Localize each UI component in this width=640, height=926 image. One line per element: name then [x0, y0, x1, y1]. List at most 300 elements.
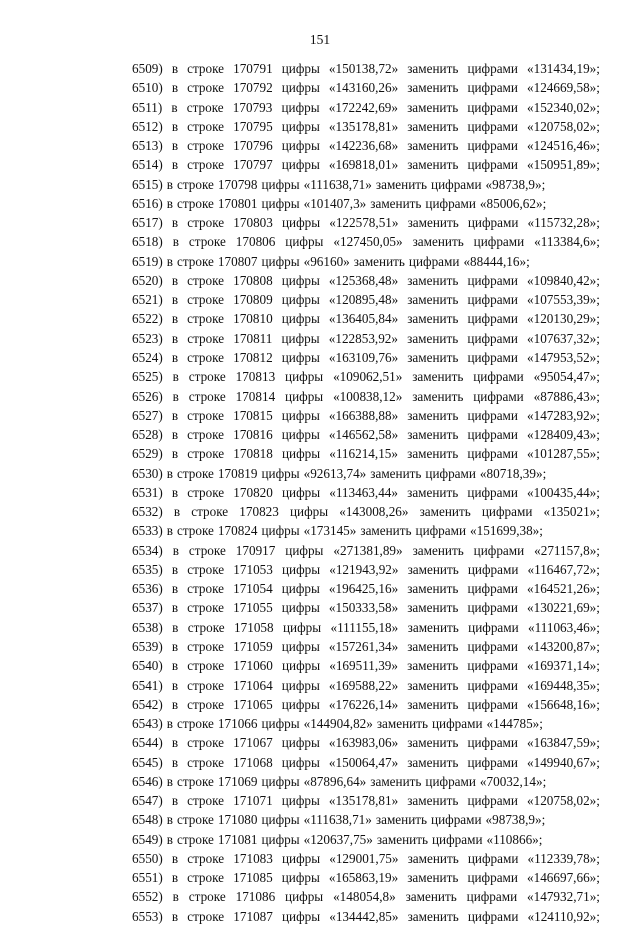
line-word: «166388,88»: [328, 407, 399, 423]
line-word: «143160,26»: [328, 80, 399, 96]
line-word: 171060: [233, 658, 273, 674]
line-word: цифры: [281, 427, 320, 443]
line-word: цифры: [281, 561, 321, 577]
line-word: строке: [188, 889, 226, 905]
line-word: «169818,01»: [328, 157, 399, 173]
line-word: «271381,89»: [333, 542, 403, 558]
line-word: строке: [187, 638, 225, 654]
line-word: строке: [187, 754, 225, 770]
line-word: строке: [187, 735, 225, 751]
line-word: «165863,19»: [328, 870, 399, 886]
item-number: 6550): [132, 850, 163, 866]
line-word: в: [172, 619, 179, 635]
line-word: строке: [188, 369, 226, 385]
line-word: «150333,58»: [328, 600, 399, 616]
line-word: в: [171, 311, 179, 327]
line-word: «122853,92»: [328, 330, 398, 346]
line-word: 171066: [217, 716, 258, 732]
line-word: цифрами: [467, 754, 518, 770]
line-word: «113384,6»;: [534, 234, 600, 250]
line-word: «101407,3»: [303, 195, 367, 211]
line-word: «130221,69»;: [527, 600, 600, 616]
line-word: «156648,16»;: [527, 696, 600, 712]
line-word: цифрами: [431, 176, 482, 192]
line-word: в: [171, 793, 179, 809]
line-word: 171053: [233, 561, 273, 577]
item-number: 6538): [132, 619, 163, 635]
line-word: 171065: [233, 696, 273, 712]
line-word: «85006,62»;: [479, 195, 547, 211]
line-word: «163983,06»: [328, 735, 399, 751]
line-word: цифры: [281, 754, 320, 770]
line-word: цифрами: [467, 349, 518, 365]
item-number: 6522): [132, 311, 163, 327]
line-word: 170807: [217, 253, 258, 269]
line-word: в: [171, 427, 179, 443]
line-word: заменить: [407, 600, 459, 616]
line-word: «127450,05»: [333, 234, 403, 250]
line-word: цифры: [281, 80, 320, 96]
line-word: в: [172, 388, 179, 404]
line-word: заменить: [405, 889, 457, 905]
line-word: цифрами: [467, 870, 518, 886]
line-word: заменить: [407, 908, 459, 924]
line-word: «96160»: [303, 253, 350, 269]
line-word: «92613,74»: [303, 465, 367, 481]
line-word: в: [171, 292, 179, 308]
line-word: «135178,81»: [328, 118, 399, 134]
line-word: 170793: [232, 99, 273, 115]
line-word: в: [171, 446, 179, 462]
line-word: цифры: [281, 157, 320, 173]
line-word: в: [166, 195, 174, 211]
line-word: заменить: [407, 118, 459, 134]
amendment-line: [132, 810, 600, 829]
line-word: заменить: [370, 465, 422, 481]
line-word: цифрами: [467, 311, 518, 327]
line-word: 170811: [233, 330, 273, 346]
line-word: цифры: [281, 870, 320, 886]
line-word: «116214,15»: [329, 446, 398, 462]
line-word: заменить: [407, 157, 459, 173]
line-word: «143200,87»;: [527, 638, 600, 654]
line-word: в: [171, 272, 179, 288]
line-word: строке: [188, 542, 226, 558]
line-word: «172242,69»: [328, 99, 398, 115]
line-word: заменить: [419, 504, 471, 520]
line-word: «150064,47»: [328, 754, 399, 770]
line-word: заменить: [407, 870, 459, 886]
line-word: в: [171, 61, 179, 76]
amendment-line: [132, 560, 600, 579]
line-word: «87896,64»: [303, 773, 367, 789]
line-word: заменить: [407, 215, 459, 231]
page-number: 151: [309, 32, 331, 47]
line-word: заменить: [407, 272, 459, 288]
amendment-line: [132, 309, 600, 328]
amendment-line: [132, 907, 600, 926]
line-word: «150951,89»;: [527, 157, 600, 173]
line-word: 171068: [233, 754, 273, 770]
line-word: цифры: [281, 99, 320, 115]
line-word: 171064: [233, 677, 273, 693]
amendment-list: [132, 59, 600, 926]
line-word: «169371,14»;: [527, 658, 600, 674]
line-word: «144904,82»: [303, 716, 373, 732]
line-word: цифрами: [415, 523, 467, 539]
item-number: 6512): [132, 118, 163, 134]
line-word: «120130,29»;: [527, 311, 600, 327]
line-word: строке: [187, 658, 225, 674]
line-word: цифрами: [467, 696, 518, 712]
item-number: 6539): [132, 638, 163, 654]
line-word: в: [172, 542, 179, 558]
line-word: в: [166, 773, 174, 789]
amendment-line: [132, 136, 600, 155]
item-number: 6536): [132, 581, 163, 597]
line-word: цифрами: [473, 542, 525, 558]
line-word: в: [171, 330, 179, 346]
line-word: заменить: [370, 195, 422, 211]
line-word: в: [171, 215, 179, 231]
line-word: «136405,84»: [328, 311, 399, 327]
item-number: 6530): [132, 465, 163, 481]
line-word: цифры: [281, 446, 321, 462]
line-word: «120758,02»;: [527, 793, 600, 809]
line-word: «146697,66»;: [527, 870, 600, 886]
line-word: строке: [187, 446, 225, 462]
line-word: «122578,51»: [329, 215, 399, 231]
line-word: цифры: [281, 793, 320, 809]
line-word: «176226,14»: [328, 696, 399, 712]
line-word: «142236,68»: [328, 138, 399, 154]
line-word: «147283,92»;: [527, 407, 600, 423]
amendment-line: [132, 541, 600, 560]
amendment-line: [132, 637, 600, 656]
line-word: цифрами: [467, 600, 518, 616]
line-word: «109840,42»;: [527, 272, 600, 288]
line-word: 171085: [233, 870, 273, 886]
line-word: 171054: [233, 581, 273, 597]
amendment-line: [132, 348, 600, 367]
line-word: «112339,78»;: [527, 850, 600, 866]
line-word: цифры: [261, 773, 300, 789]
line-word: в: [171, 658, 179, 674]
line-word: «101287,55»;: [527, 446, 600, 462]
amendment-line: [132, 656, 600, 675]
line-word: в: [173, 504, 181, 520]
line-word: в: [171, 484, 179, 500]
line-word: строке: [177, 831, 214, 847]
line-word: цифры: [261, 716, 300, 732]
line-word: цифры: [261, 831, 300, 847]
amendment-line: [132, 175, 600, 194]
amendment-line: [132, 695, 600, 714]
line-word: цифрами: [467, 908, 519, 924]
amendment-line: [132, 772, 600, 791]
line-word: цифрами: [468, 619, 519, 635]
line-word: заменить: [407, 677, 459, 693]
line-word: «147953,52»;: [527, 349, 600, 365]
line-word: в: [171, 581, 179, 597]
item-number: 6526): [132, 388, 163, 404]
line-word: строке: [187, 600, 225, 616]
line-word: 171080: [217, 812, 258, 828]
line-word: строке: [187, 484, 225, 500]
line-word: строке: [187, 157, 225, 173]
line-word: заменить: [407, 407, 459, 423]
amendment-line: [132, 714, 600, 733]
line-word: цифры: [285, 542, 324, 558]
line-word: 170809: [233, 292, 273, 308]
line-word: заменить: [412, 388, 464, 404]
line-word: «95054,47»;: [533, 369, 600, 385]
item-number: 6534): [132, 542, 163, 558]
line-word: в: [171, 99, 178, 115]
line-word: цифры: [281, 484, 321, 500]
line-word: цифры: [261, 176, 300, 192]
line-word: 171086: [235, 889, 276, 905]
line-word: «144785»;: [486, 716, 543, 732]
line-word: в: [166, 253, 174, 269]
line-word: цифры: [261, 523, 300, 539]
line-word: строке: [191, 504, 229, 520]
line-word: строке: [177, 523, 214, 539]
line-word: «124669,58»;: [527, 80, 600, 96]
line-word: цифрами: [467, 138, 518, 154]
line-word: цифрами: [467, 61, 518, 76]
line-word: «135178,81»: [328, 793, 399, 809]
line-word: заменить: [407, 850, 459, 866]
line-word: «152340,02»;: [527, 99, 600, 115]
item-number: 6524): [132, 349, 163, 365]
line-word: цифрами: [467, 272, 518, 288]
line-word: цифры: [281, 908, 321, 924]
line-word: цифрами: [467, 118, 518, 134]
amendment-line: [132, 425, 600, 444]
line-word: в: [172, 369, 179, 385]
line-word: строке: [177, 176, 214, 192]
line-word: «128409,43»;: [527, 427, 600, 443]
line-word: заменить: [375, 812, 428, 828]
line-word: строке: [187, 272, 225, 288]
line-word: цифрами: [467, 292, 518, 308]
amendment-line: [132, 213, 600, 232]
amendment-line: [132, 464, 600, 483]
line-word: цифры: [285, 889, 324, 905]
amendment-line: [132, 98, 600, 117]
line-word: цифры: [281, 330, 320, 346]
line-word: в: [166, 812, 174, 828]
line-word: заменить: [407, 292, 459, 308]
line-word: строке: [187, 311, 225, 327]
line-word: цифрами: [467, 677, 518, 693]
line-word: «169511,39»: [329, 658, 398, 674]
amendment-line: [132, 502, 600, 521]
line-word: строке: [177, 465, 214, 481]
line-word: «134442,85»: [329, 908, 399, 924]
amendment-line: [132, 521, 600, 540]
line-word: в: [171, 850, 179, 866]
item-number: 6511): [132, 99, 163, 115]
line-word: 170824: [217, 523, 258, 539]
line-word: 170823: [239, 504, 279, 520]
line-word: 170812: [233, 349, 273, 365]
line-word: заменить: [370, 773, 422, 789]
line-word: «113463,44»: [329, 484, 398, 500]
line-word: «107553,39»;: [527, 292, 600, 308]
line-word: «111155,18»: [330, 619, 399, 635]
line-word: «124516,46»;: [527, 138, 600, 154]
line-word: в: [166, 465, 174, 481]
line-word: «100435,44»;: [527, 484, 600, 500]
item-number: 6531): [132, 484, 163, 500]
line-word: заменить: [407, 99, 459, 115]
line-word: цифрами: [467, 99, 518, 115]
line-word: в: [171, 735, 179, 751]
line-word: строке: [188, 234, 226, 250]
amendment-line: [132, 329, 600, 348]
item-number: 6549): [132, 831, 163, 847]
line-word: цифры: [285, 388, 324, 404]
line-word: «131434,19»;: [527, 61, 600, 76]
item-number: 6551): [132, 870, 163, 886]
line-word: цифры: [281, 638, 320, 654]
line-word: строке: [177, 253, 214, 269]
line-word: «164521,26»;: [527, 581, 600, 597]
line-word: цифрами: [467, 157, 518, 173]
line-word: 170797: [233, 157, 273, 173]
line-word: в: [171, 638, 179, 654]
line-word: цифрами: [432, 831, 483, 847]
item-number: 6552): [132, 889, 163, 905]
line-word: строке: [187, 619, 225, 635]
item-number: 6529): [132, 446, 163, 462]
line-word: 171071: [233, 793, 273, 809]
line-word: цифрами: [467, 638, 518, 654]
line-word: строке: [187, 61, 225, 76]
amendment-line: [132, 59, 600, 78]
line-word: заменить: [407, 80, 459, 96]
line-word: цифры: [281, 850, 321, 866]
line-word: цифры: [281, 696, 320, 712]
line-word: 171058: [234, 619, 274, 635]
item-number: 6520): [132, 272, 163, 288]
line-word: 170815: [233, 407, 273, 423]
line-word: цифрами: [467, 850, 519, 866]
line-word: цифрами: [467, 561, 519, 577]
item-number: 6528): [132, 427, 163, 443]
line-word: «80718,39»;: [479, 465, 547, 481]
line-word: заменить: [407, 561, 459, 577]
line-word: в: [166, 176, 174, 192]
item-number: 6517): [132, 215, 163, 231]
line-word: «135021»;: [543, 504, 600, 520]
line-word: «173145»: [303, 523, 357, 539]
amendment-line: [132, 676, 600, 695]
line-word: строке: [187, 908, 225, 924]
line-word: цифры: [281, 311, 320, 327]
line-word: 170801: [217, 195, 258, 211]
line-word: «125368,48»: [328, 272, 399, 288]
line-word: строке: [187, 292, 225, 308]
line-word: строке: [187, 118, 225, 134]
amendment-line: [132, 117, 600, 136]
line-word: цифрами: [466, 889, 518, 905]
line-word: заменить: [407, 638, 459, 654]
amendment-line: [132, 733, 600, 752]
line-word: заменить: [407, 427, 459, 443]
item-number: 6547): [132, 793, 163, 809]
line-word: цифры: [281, 61, 320, 76]
line-word: цифры: [261, 195, 300, 211]
line-word: цифрами: [467, 407, 518, 423]
line-word: заменить: [412, 542, 464, 558]
line-word: «163109,76»: [328, 349, 399, 365]
line-word: «115732,28»;: [527, 215, 600, 231]
item-number: 6509): [132, 61, 163, 76]
line-word: «100838,12»: [333, 388, 403, 404]
line-word: «120637,75»: [303, 831, 373, 847]
line-word: цифрами: [467, 484, 518, 500]
line-word: цифрами: [481, 504, 533, 520]
line-word: «110866»;: [486, 831, 543, 847]
line-word: строке: [177, 195, 214, 211]
item-number: 6521): [132, 292, 163, 308]
line-word: «143008,26»: [339, 504, 409, 520]
amendment-line: [132, 868, 600, 887]
line-word: «148054,8»: [333, 889, 396, 905]
amendment-line: [132, 444, 600, 463]
line-word: в: [171, 870, 179, 886]
amendment-line: [132, 618, 600, 637]
line-word: в: [171, 561, 179, 577]
line-word: в: [171, 349, 179, 365]
line-word: цифры: [281, 349, 320, 365]
line-word: строке: [188, 388, 226, 404]
line-word: в: [166, 831, 174, 847]
item-number: 6518): [132, 234, 163, 250]
line-word: цифры: [281, 658, 321, 674]
item-number: 6540): [132, 658, 163, 674]
line-word: строке: [187, 561, 225, 577]
line-word: «107637,32»;: [527, 330, 600, 346]
item-number: 6553): [132, 908, 163, 924]
amendment-line: [132, 387, 600, 406]
line-word: цифры: [281, 272, 320, 288]
line-word: «150138,72»: [328, 61, 399, 76]
amendment-line: [132, 155, 600, 174]
item-number: 6525): [132, 369, 163, 385]
line-word: заменить: [376, 831, 428, 847]
line-word: строке: [187, 850, 225, 866]
amendment-line: [132, 290, 600, 309]
line-word: 171055: [233, 600, 273, 616]
line-word: 170816: [233, 427, 273, 443]
amendment-line: [132, 830, 600, 849]
line-word: цифрами: [467, 658, 518, 674]
line-word: строке: [186, 99, 224, 115]
line-word: цифрами: [432, 716, 483, 732]
line-word: 171067: [233, 735, 273, 751]
item-number: 6537): [132, 600, 163, 616]
line-word: цифры: [281, 138, 320, 154]
line-word: заменить: [407, 619, 459, 635]
item-number: 6510): [132, 80, 163, 96]
line-word: цифрами: [425, 465, 476, 481]
line-word: строке: [187, 138, 225, 154]
amendment-line: [132, 483, 600, 502]
